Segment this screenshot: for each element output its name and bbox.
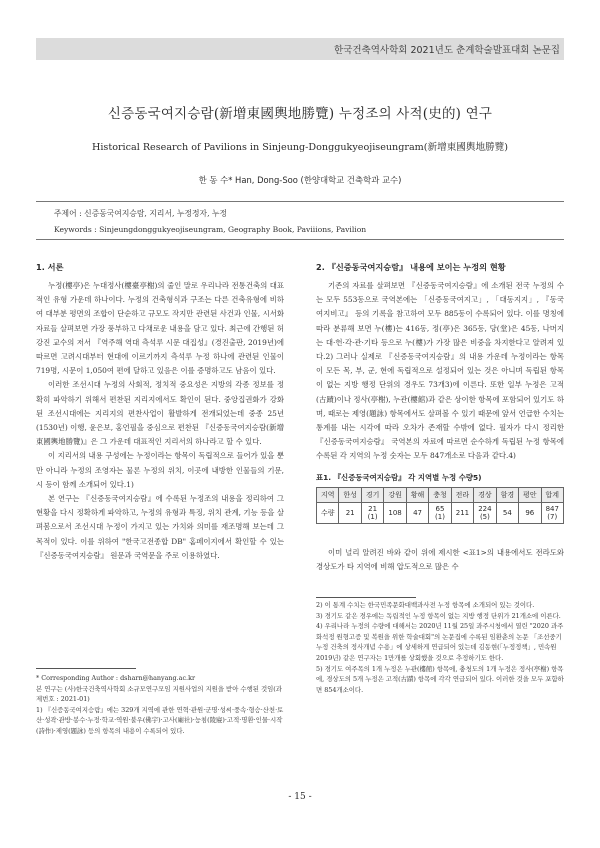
paper-title-korean: 신증동국여지승람(新增東國輿地勝覽) 누정조의 사적(史的) 연구 (107, 106, 493, 122)
paragraph: 이러한 조선시대 누정의 사회적, 정치적 중요성은 지방의 각종 정보를 정확히 파악하기 위해서 편찬된 지리지에서도 확인이 된다. 중앙집권화가 강화된 조선시대에는 지리지의 편찬사업이 활발하게 전개되었는데 중종 25년(1530년) 이행, 윤은보, 홍언필을 중심으로 편찬된 『신증동국여지승람(新增東國輿地勝覽)』은 그 가운데 대표적인 지리서의 하나라고 할 수 있다. (36, 380, 284, 447)
section1-heading: 1. 서론 (36, 262, 64, 272)
table-header-cell: 평안 (519, 487, 541, 502)
table-header-cell: 함경 (496, 487, 518, 502)
footnote: 3) 경기도 같은 경우에는 독립적인 누정 항목이 없는 지방 행정 단위가 21개소에 이른다. (316, 611, 561, 620)
section2-body (316, 279, 564, 464)
table-cell: 108 (384, 502, 406, 523)
table-header-cell: 지역 (317, 487, 339, 502)
keywords-english: Keywords : Sinjeungdonggukyeojiseungram, Geography Book, Paviiions, Pavilion (54, 225, 367, 234)
paragraph: 기존의 자료를 살펴보면 『신증동국여지승람』에 소개된 전국 누정의 수는 모두 553동으로 국역본에는 「신증동국여지고」, 「대동지지」, 『동국여지비고』 등의 기록을 참고하여 모두 885동이 수록되어 있다. 이를 명칭에 따라 분류해 보면 누(樓)는 416동, 정(亭)은 365동, 당(堂)은 45동, 나머지는 대·헌·각·관·기타 등으로 누(樓)가 가장 많은 비중을 차지한다고 알려져 있다.2) 그러나 실제로 『신증동국여지승람』의 내용 가운데 누정이라는 항목이 모든 목, 부, 군, 현에 독립적으로 설정되어 있는 것은 아니며 독립된 항목이 없는 지방 행정 단위의 경우도 73개3)에 이른다. 또한 일부 누정은 고적(古蹟)이나 정사(亭榭), 누관(樓館)과 같은 상이한 항목에 포함되어 있기도 하며, 때로는 제영(題詠) 항목에서도 살펴볼 수 있기 때문에 앞서 언급한 수치는 통계를 내는 시각에 따라 오차가 존재할 수밖에 없다. 필자가 다시 정리한 『신증동국여지승람』 국역본의 자료에 따르면 순수하게 독립된 누정 항목에 수록된 각 지역의 누정 숫자는 모두 847개소로 다음과 같다.4) (316, 281, 564, 461)
right-column (316, 262, 564, 574)
left-column (36, 262, 284, 563)
table-header-cell: 전라 (451, 487, 473, 502)
table-cell: 54 (496, 502, 518, 523)
table-cell: 96 (519, 502, 541, 523)
table-header-cell: 한성 (339, 487, 361, 502)
table-caption: 표1. 『신증동국여지승람』 각 지역별 누정 수량5) (316, 472, 482, 482)
section2-heading: 2. 『신증동국여지승람』 내용에 보이는 누정의 현황 (316, 262, 506, 272)
paragraph: 이미 널리 알려진 바와 같이 위에 제시한 <표1>의 내용에서도 전라도와 경상도가 타 지역에 비해 압도적으로 많은 수 (316, 547, 564, 571)
table-header-cell: 합계 (541, 487, 563, 502)
keywords-box (36, 201, 564, 240)
keywords-korean: 주제어 : 신증동국여지승람, 지리서, 누정정자, 누정 (54, 209, 228, 218)
footnote: 본 연구는 (사)한국건축역사학회 소규모연구모임 지원사업의 지원을 받아 수행된 것임(과제번호 : 2021-01) (36, 684, 282, 704)
table-row (317, 502, 564, 523)
table-cell: 211 (451, 502, 473, 523)
table-cell: 65 (1) (429, 502, 451, 523)
table-header-cell: 경상 (474, 487, 496, 502)
table-header-cell: 경기 (361, 487, 383, 502)
paper-title-english: Historical Research of Pavilions in Sinjeung-Donggukyeojiseungram(新增東國輿地勝覽) (91, 142, 509, 153)
table-header-cell: 충청 (429, 487, 451, 502)
footnote-rule (36, 668, 136, 669)
table-cell: 224 (5) (474, 502, 496, 523)
running-header: 한국건축역사학회 2021년도 춘계학술발표대회 논문집 (334, 45, 560, 56)
footnote-rule (316, 597, 416, 598)
table-cell: 21 (339, 502, 361, 523)
page-number: - 15 - (288, 792, 312, 802)
pavilion-count-table (316, 487, 564, 524)
footnote: * Corresponding Author : dsharn@hanyang.ac.kr (36, 674, 196, 682)
footnote: 4) 우리나라 누정의 수량에 대해서는 2020년 11월 25일 과주시청에서 열린 "2020 과주 화석정 원형고증 및 복원을 위한 학술대회"의 논문집에 수록된 임환춘의 논문 「조선중기 누정 건축의 정사개념 수용」에 상세하게 연급되어 있는데 김동현(「누정정책」, 민속원 2019년) 같은 연구자는 1만개를 상회했을 것으로 추정하기도 한다. (316, 622, 564, 662)
table-header-row (317, 487, 564, 502)
table-cell: 21 (1) (361, 502, 383, 523)
table-header-cell: 강원 (384, 487, 406, 502)
footnote: 2) 이 통계 수치는 한국민족문화대백과사전 누정 항목에 소개되어 있는 것이다. (316, 601, 535, 609)
footnote: 5) 경기도 여주목의 1개 누정은 누관(樓館) 항목에, 충청도의 1개 누정은 정사(亭榭) 항목에, 경상도의 5개 누정은 고적(古蹟) 항목에 각각 연급되어 있다. 이러한 것을 모두 포함하면 854개소이다. (316, 664, 564, 694)
table-cell: 847 (7) (541, 502, 563, 523)
table-cell: 수량 (317, 502, 339, 523)
section1-body (36, 279, 284, 563)
footnotes-left (36, 673, 284, 737)
paragraph: 이 지리서의 내용 구성에는 누정이라는 항목이 독립적으로 들어가 있을 뿐만 아니라 누정의 조영자는 물론 누정의 위치, 이곳에 내방한 인물들의 기문, 시 등이 함께 소개되어 있다.1) (36, 451, 284, 489)
table-header-cell: 황해 (406, 487, 428, 502)
footnote: 1) 『신증동국여지승람』에는 329개 지역에 관한 연혁·관원·군명·성씨·풍속·형승·산천·토산·성곽·관방·봉수·누정·학교·역원·불우(佛宇)·고사(廟社)·능침(陵寢)·고적·명환·인물·시작(詩作)·제영(題詠) 등의 항목의 내용이 수록되어 있다. (36, 705, 284, 735)
paragraph: 본 연구는 『신증동국여지승람』에 수록된 누정조의 내용을 정리하여 그 현황을 다시 정확하게 파악하고, 누정의 유형과 특징, 위치 관계, 기능 등을 살펴봄으로서 조선시대 누정이 가지고 있는 가치와 의미를 재조명해 보는데 그 목적이 있다. 이를 위하여 "한국고전종합 DB" 홈페이지에서 확인할 수 있는 『신증동국여지승람』 원문과 국역문을 주로 이용하였다. (36, 494, 284, 560)
paragraph: 누정(樓亭)은 누대정사(樓臺亭榭)의 줄인 말로 우리나라 전통건축의 대표적인 유형 가운데 하나이다. 누정의 건축형식과 구조는 다른 건축유형에 비하여 대부분 평면의 조합이 단순하고 규모도 작지만 관련된 사건과 인물, 시서화 자료들 살펴보면 가장 풍부하고 다채로운 내용을 담고 있다. 최근에 간행된 허강진 교수의 저서 『역주해 역대 측석루 시문 대집성』(경진출판, 2019년)에 따르면 고려시대부터 현대에 이르기까지 측석루 누정 하나에 관련된 인물이 719명, 시문이 1,050여 편에 달하고 있음은 이를 증명하고도 남음이 있다. (36, 281, 284, 376)
footnotes-right (316, 600, 564, 695)
section2-closing (316, 546, 564, 574)
table-cell: 47 (406, 502, 428, 523)
author-line: 한 동 수* Han, Dong-Soo (한양대학교 건축학과 교수) (198, 175, 402, 185)
